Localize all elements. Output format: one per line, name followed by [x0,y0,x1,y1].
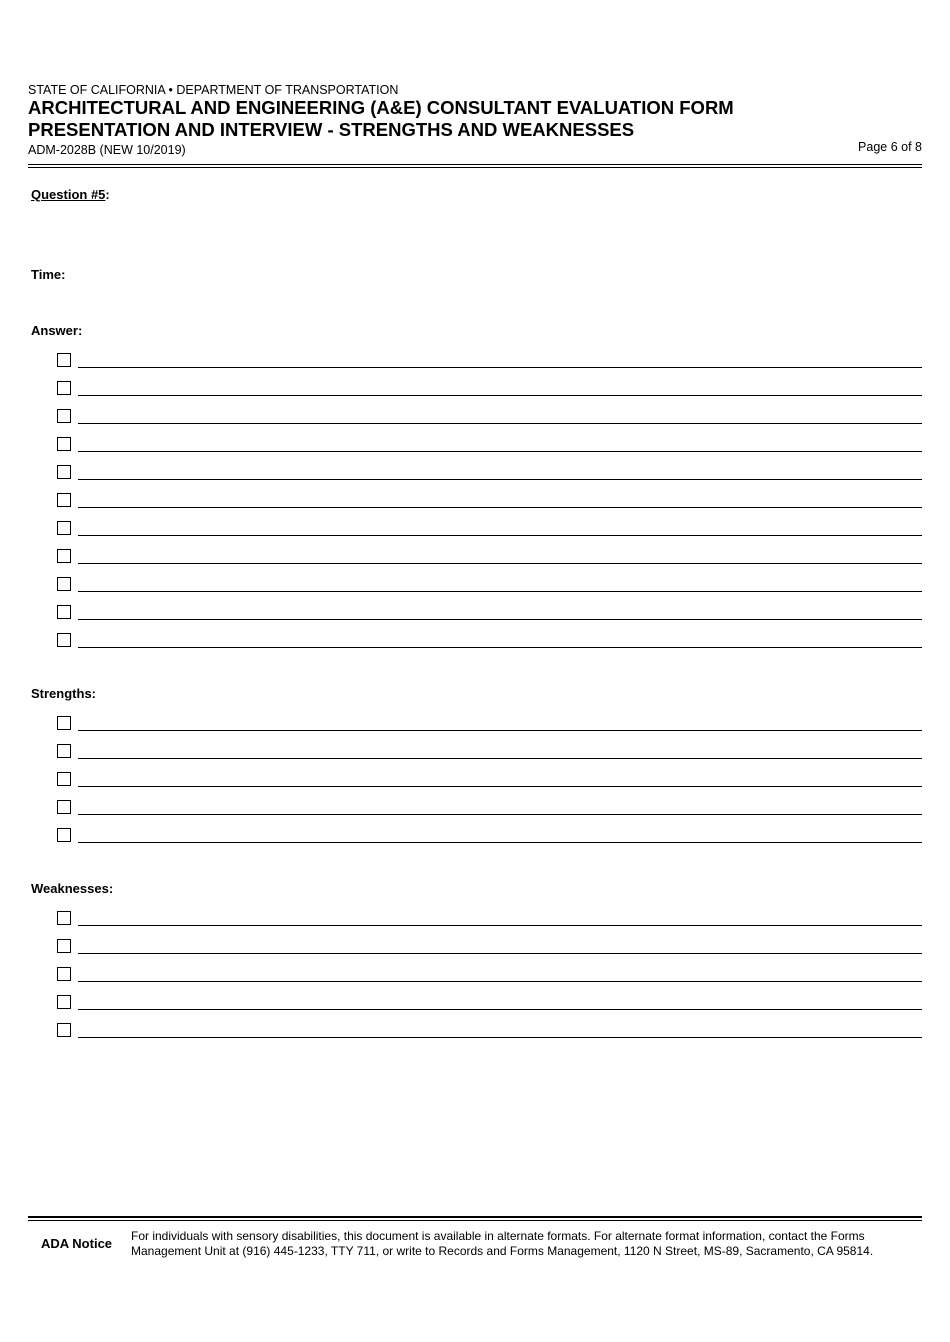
answer-lines [57,351,922,659]
answer-checkbox[interactable] [57,521,71,535]
answer-checkbox[interactable] [57,409,71,423]
answer-row [57,491,922,519]
agency-name: STATE OF CALIFORNIA • DEPARTMENT OF TRANSPORTATION [28,83,399,97]
weakness-checkbox[interactable] [57,995,71,1009]
weakness-checkbox[interactable] [57,967,71,981]
time-label: Time: [31,267,66,282]
page-footer [28,1216,922,1269]
answer-text-line[interactable] [78,479,922,480]
strength-row [57,714,922,742]
question-suffix: : [105,187,110,202]
answer-row [57,547,922,575]
answer-text-line[interactable] [78,395,922,396]
answer-row [57,519,922,547]
answer-label: Answer: [31,323,83,338]
ada-notice-text: For individuals with sensory disabilities, this document is available in alternate formats. For alternate format information, contact the Forms Management Unit at (916) 445-1233, TTY 711, or write to Records and Forms Management, 1120 N Street, MS-89, Sacramento, CA 95814. [131,1229,874,1258]
question-label [31,187,110,202]
footer-divider-thin [28,1220,922,1221]
answer-row [57,351,922,379]
answer-row [57,603,922,631]
strength-text-line[interactable] [78,814,922,815]
header-divider-top [28,164,922,165]
strength-text-line[interactable] [78,842,922,843]
strength-text-line[interactable] [78,758,922,759]
question-number: Question #5 [31,187,106,202]
weakness-checkbox[interactable] [57,1023,71,1037]
strengths-label: Strengths: [31,686,96,701]
strength-row [57,826,922,854]
weakness-checkbox[interactable] [57,911,71,925]
form-number: ADM-2028B (NEW 10/2019) [28,143,186,157]
weakness-text-line[interactable] [78,981,922,982]
weakness-text-line[interactable] [78,1037,922,1038]
form-title-line2: PRESENTATION AND INTERVIEW - STRENGTHS AND WEAKNESSES [28,119,635,140]
answer-checkbox[interactable] [57,465,71,479]
weaknesses-lines [57,909,922,1049]
answer-row [57,463,922,491]
strength-row [57,798,922,826]
answer-text-line[interactable] [78,619,922,620]
weakness-checkbox[interactable] [57,939,71,953]
strength-checkbox[interactable] [57,800,71,814]
answer-text-line[interactable] [78,451,922,452]
form-header [28,83,922,158]
ada-notice-label: ADA Notice [41,1236,113,1251]
weakness-row [57,993,922,1021]
header-divider-bottom [28,167,922,168]
answer-checkbox[interactable] [57,353,71,367]
answer-text-line[interactable] [78,563,922,564]
answer-checkbox[interactable] [57,493,71,507]
answer-text-line[interactable] [78,535,922,536]
answer-checkbox[interactable] [57,381,71,395]
strength-text-line[interactable] [78,730,922,731]
ada-notice [28,1229,922,1269]
page-number: Page 6 of 8 [858,140,922,154]
answer-checkbox[interactable] [57,577,71,591]
weakness-row [57,1021,922,1049]
answer-text-line[interactable] [78,367,922,368]
form-title-line1: ARCHITECTURAL AND ENGINEERING (A&E) CONSULTANT EVALUATION FORM [28,97,734,118]
strength-text-line[interactable] [78,786,922,787]
answer-text-line[interactable] [78,647,922,648]
strength-checkbox[interactable] [57,828,71,842]
strengths-lines [57,714,922,854]
footer-divider-thick [28,1216,922,1218]
answer-text-line[interactable] [78,591,922,592]
weaknesses-label: Weaknesses: [31,881,114,896]
weakness-text-line[interactable] [78,953,922,954]
answer-row [57,407,922,435]
answer-row [57,631,922,659]
answer-row [57,575,922,603]
weakness-text-line[interactable] [78,925,922,926]
weakness-text-line[interactable] [78,1009,922,1010]
strength-checkbox[interactable] [57,772,71,786]
answer-text-line[interactable] [78,423,922,424]
strength-row [57,742,922,770]
weakness-row [57,909,922,937]
weakness-row [57,937,922,965]
answer-checkbox[interactable] [57,633,71,647]
answer-text-line[interactable] [78,507,922,508]
answer-row [57,435,922,463]
strength-checkbox[interactable] [57,744,71,758]
answer-checkbox[interactable] [57,549,71,563]
strength-row [57,770,922,798]
strength-checkbox[interactable] [57,716,71,730]
answer-checkbox[interactable] [57,605,71,619]
weakness-row [57,965,922,993]
answer-row [57,379,922,407]
answer-checkbox[interactable] [57,437,71,451]
